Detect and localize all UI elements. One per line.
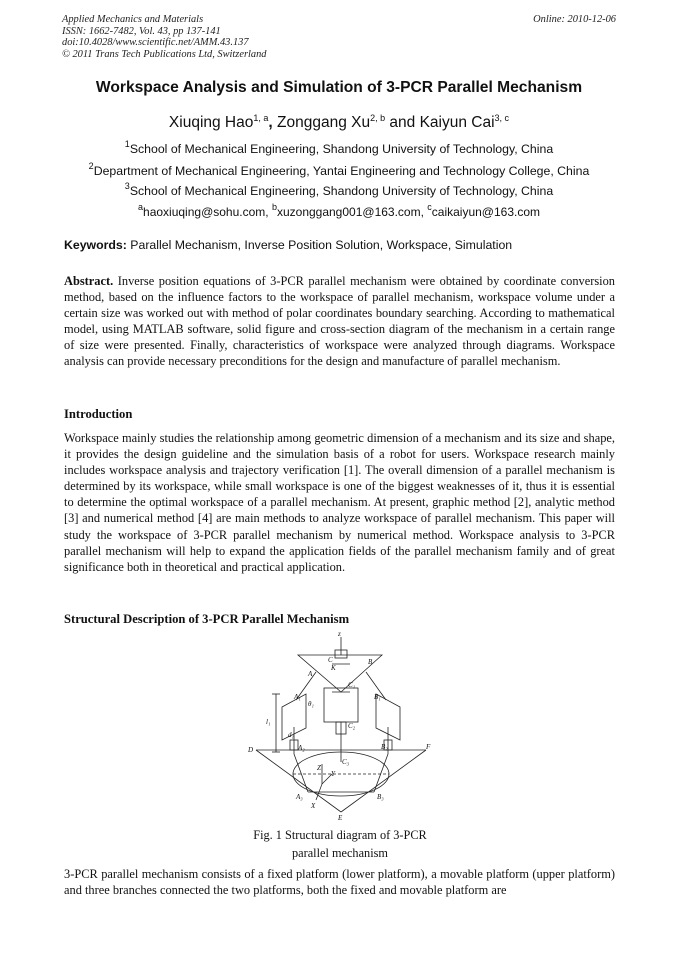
label-D: D <box>248 746 254 754</box>
figure-caption <box>230 826 450 862</box>
label-B: B <box>368 658 373 666</box>
introduction-paragraph: Workspace mainly studies the relationship among geometric dimension of a mechanism and its size and shape, it provides the design guideline and the simulation basis of a robot for users. Workspace research mainly includes workspace analysis and trajectory verification [1]. The overall dimension of a parallel mechanism is determined by its workspace, while small workspace is one of the biggest weaknesses of it, thus it is essential to determine the optimal workspace of a parallel mechanism. At present, graphic method [2], analytic method [3] and numerical method [4] are main methods to analyze workspace of parallel mechanism. This paper will study the workspace of 3-PCR parallel mechanism by numerical method. Workspace analysis to 3-PCR parallel mechanism will help to expand the application fields of the parallel mechanism family and of great significance both in theoretical and practical application. <box>64 431 615 574</box>
label-A2: A₂ <box>298 744 305 752</box>
keywords-label: Keywords: <box>64 238 127 252</box>
affiliation-3 <box>0 181 678 198</box>
label-X: X <box>311 802 316 810</box>
label-A: A <box>308 670 313 678</box>
affiliation-3-text: School of Mechanical Engineering, Shandong University of Technology, China <box>129 184 554 198</box>
affiliation-3-sup: 3 <box>124 181 130 191</box>
structural-diagram-figure <box>236 632 446 820</box>
email-a-sup: a <box>138 202 144 212</box>
label-A1: A₁ <box>294 693 301 701</box>
label-E: E <box>338 814 343 820</box>
label-C1: C₁ <box>348 681 356 689</box>
email-c[interactable]: caikaiyun@163.com <box>431 205 540 219</box>
caption-line-1: Fig. 1 Structural diagram of 3-PCR <box>253 828 427 842</box>
affiliation-1-sup: 1 <box>124 139 130 149</box>
email-b[interactable]: xuzonggang001@163.com, <box>276 205 428 219</box>
author-3-sup: 3, c <box>494 113 510 123</box>
author-separator: , <box>268 114 273 131</box>
copyright-line: © 2011 Trans Tech Publications Ltd, Switzerland <box>62 48 267 60</box>
email-c-sup: c <box>427 202 432 212</box>
author-1: Xiuqing Hao <box>168 114 254 131</box>
label-C3: C₃ <box>342 758 350 766</box>
label-theta1: θ₁ <box>308 700 314 708</box>
label-K: K <box>331 664 336 672</box>
caption-line-2: parallel mechanism <box>292 846 388 860</box>
author-2: Zonggang Xu <box>272 114 371 131</box>
affiliation-2-sup: 2 <box>88 161 94 171</box>
author-2-sup: 2, b <box>370 113 386 123</box>
label-Y: Y <box>331 770 335 778</box>
author-1-sup: 1, a <box>253 113 269 123</box>
introduction-heading: Introduction <box>64 407 133 421</box>
affiliation-2-text: Department of Mechanical Engineering, Yantai Engineering and Technology College, China <box>93 164 590 178</box>
label-Z: Z <box>317 764 321 772</box>
issn-line: ISSN: 1662-7482, Vol. 43, pp 137-141 <box>62 25 221 37</box>
keywords <box>64 238 624 252</box>
journal-header <box>62 14 266 60</box>
label-B3: B₃ <box>377 793 384 801</box>
affiliation-1 <box>0 139 678 156</box>
structural-heading: Structural Description of 3-PCR Parallel Mechanism <box>64 612 350 626</box>
author-3: and Kaiyun Cai <box>385 114 495 131</box>
abstract-paragraph <box>64 273 615 370</box>
paper-title: Workspace Analysis and Simulation of 3-PCR Parallel Mechanism <box>95 79 583 96</box>
label-C: C <box>328 656 333 664</box>
affiliation-1-text: School of Mechanical Engineering, Shandong University of Technology, China <box>129 142 554 156</box>
doi-line[interactable]: doi:10.4028/www.scientific.net/AMM.43.137 <box>62 37 249 49</box>
label-B2: B₂ <box>381 743 388 751</box>
label-B1: B₁ <box>374 693 381 701</box>
online-date: Online: 2010-12-06 <box>533 14 616 25</box>
figure-lines <box>256 637 426 812</box>
abstract-label: Abstract. <box>64 274 114 288</box>
email-a[interactable]: haoxiuqing@sohu.com, <box>143 205 272 219</box>
email-b-sup: b <box>271 202 277 212</box>
label-l1: l₁ <box>266 718 271 726</box>
label-z: z <box>338 632 341 638</box>
structural-paragraph: 3-PCR parallel mechanism consists of a fixed platform (lower platform), a movable platform (upper platform) and three branches connected the two platforms, both the fixed and movable platform are <box>64 867 615 898</box>
keywords-text: Parallel Mechanism, Inverse Position Solution, Workspace, Simulation <box>126 238 513 252</box>
label-d1: d₁ <box>288 731 294 739</box>
email-line <box>0 202 678 219</box>
abstract-text: Inverse position equations of 3-PCR parallel mechanism were obtained by coordinate conversion method, based on the influence factors to the workspace of parallel mechanism, workspace volume under a certain size was worked out with method of polar coordinates boundary searching. According to mathematical model, using MATLAB software, solid figure and cross-section diagram of the mechanism in a certain range of size were presented. Finally, characteristics of workspace were analyzed through diagrams. Workspace analysis can provide necessary preconditions for the design and manufacture of parallel mechanism. <box>64 274 615 369</box>
label-C2: C₂ <box>348 722 356 730</box>
label-F: F <box>426 743 431 751</box>
journal-name: Applied Mechanics and Materials <box>62 14 204 25</box>
affiliation-2 <box>0 161 678 178</box>
label-A3: A₃ <box>296 793 303 801</box>
author-line <box>0 113 678 132</box>
